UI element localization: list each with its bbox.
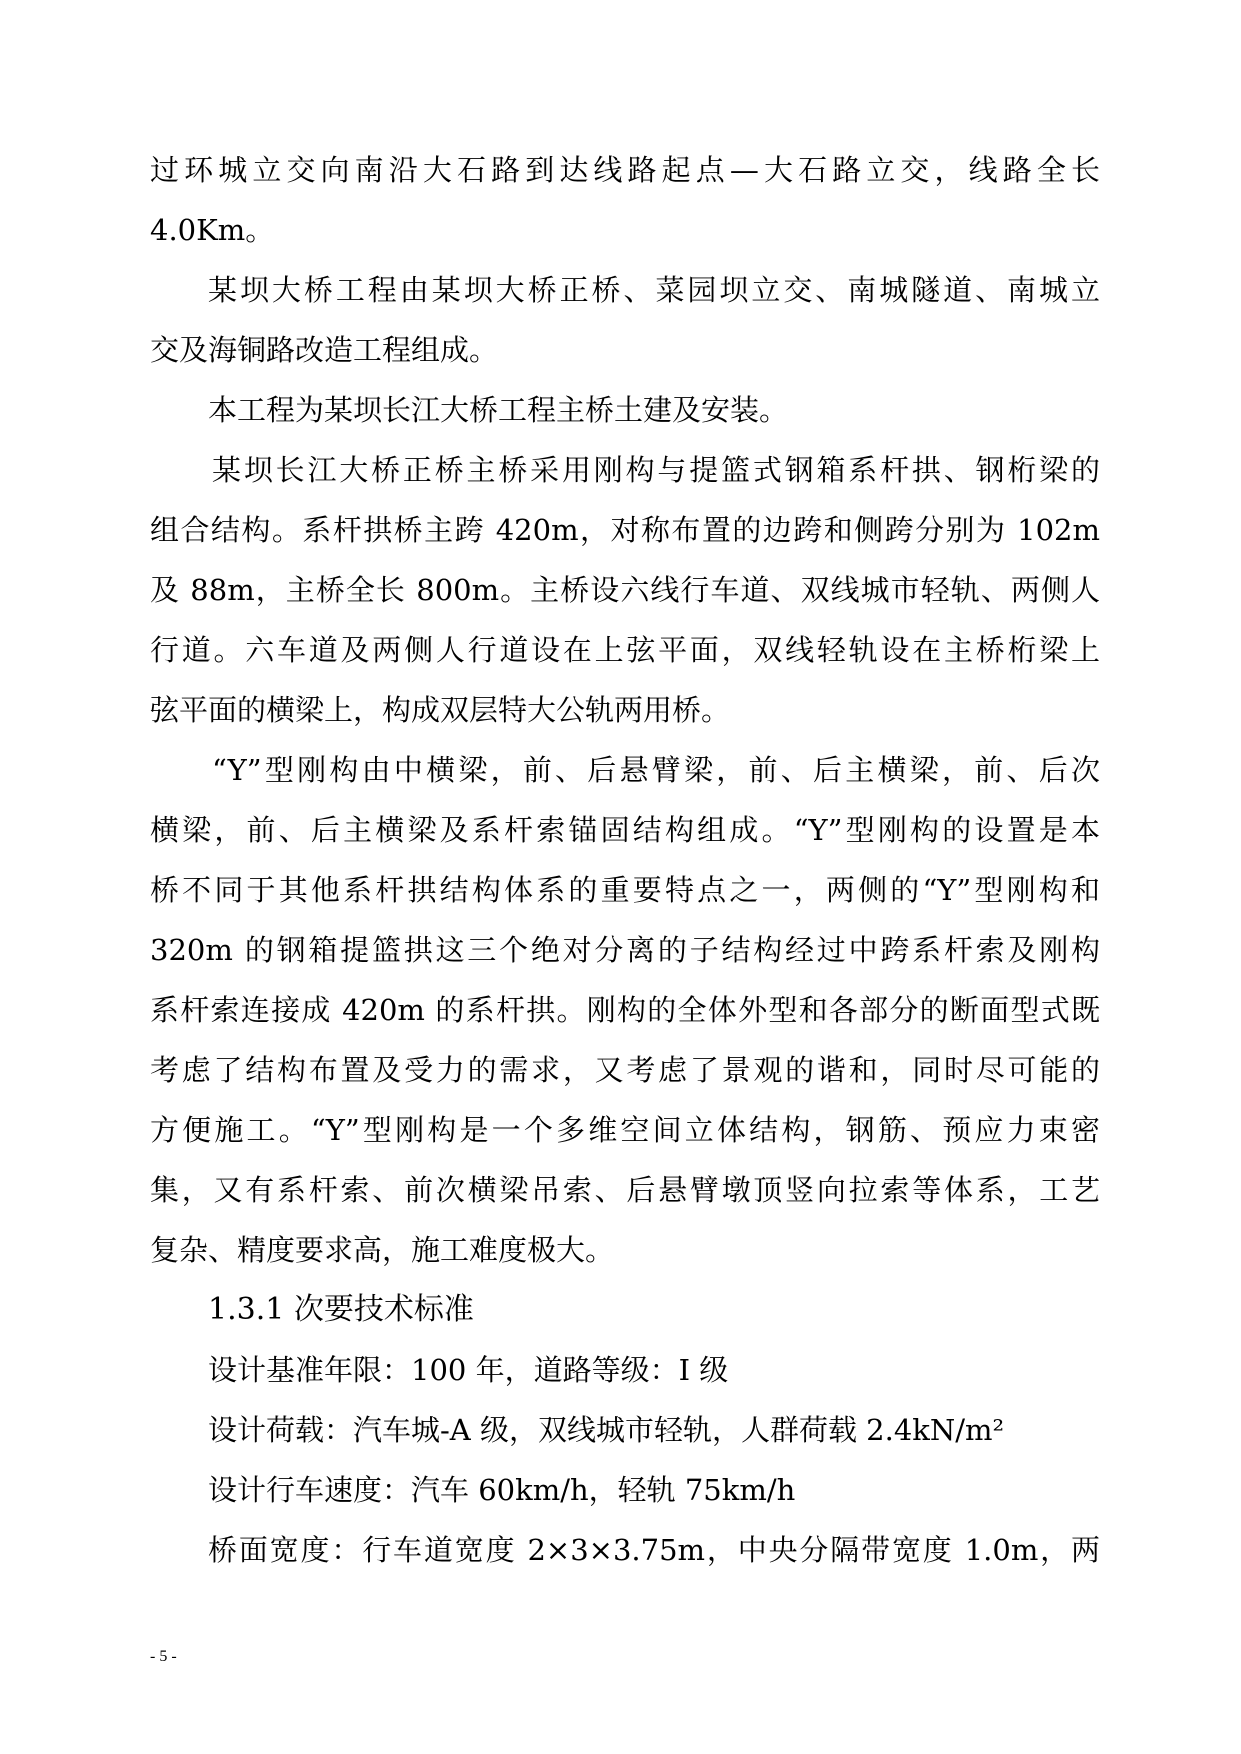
document-body (150, 140, 1100, 1580)
paragraph-line: 系杆索连接成 420m 的系杆拱。刚构的全体外型和各部分的断面型式既 (150, 993, 1100, 1027)
paragraph-line: 某坝大桥工程由某坝大桥正桥、菜园坝立交、南城隧道、南城立 (208, 273, 1100, 307)
paragraph-line: 4.0Km。 (150, 213, 275, 247)
paragraph-line: 方便施工。“Y”型刚构是一个多维空间立体结构，钢筋、预应力束密 (150, 1113, 1100, 1147)
spec-line: 设计荷载：汽车城-A 级，双线城市轻轨，人群荷载 2.4kN/m² (208, 1413, 1005, 1447)
paragraph-line: 行道。六车道及两侧人行道设在上弦平面，双线轻轨设在主桥桁梁上 (150, 633, 1100, 667)
spec-line: 设计基准年限：100 年，道路等级：I 级 (208, 1353, 729, 1387)
section-heading: 1.3.1 次要技术标准 (208, 1292, 474, 1327)
paragraph-line: 复杂、精度要求高，施工难度极大。 (150, 1233, 615, 1267)
paragraph-line: 交及海铜路改造工程组成。 (150, 333, 499, 367)
paragraph-line: 320m 的钢箱提篮拱这三个绝对分离的子结构经过中跨系杆索及刚构 (150, 933, 1100, 967)
paragraph-line: “Y”型刚构由中横梁，前、后悬臂梁，前、后主横梁，前、后次 (212, 753, 1100, 787)
paragraph-line: 桥不同于其他系杆拱结构体系的重要特点之一，两侧的“Y”型刚构和 (150, 873, 1100, 907)
paragraph-line: 过环城立交向南沿大石路到达线路起点—大石路立交，线路全长 (150, 153, 1100, 187)
spec-line: 设计行车速度：汽车 60km/h，轻轨 75km/h (208, 1473, 796, 1507)
paragraph-line: 本工程为某坝长江大桥工程主桥土建及安装。 (208, 393, 789, 427)
paragraph-line: 弦平面的横梁上，构成双层特大公轨两用桥。 (150, 693, 731, 727)
spec-line: 桥面宽度：行车道宽度 2×3×3.75m，中央分隔带宽度 1.0m，两 (208, 1533, 1100, 1567)
paragraph-line: 组合结构。系杆拱桥主跨 420m，对称布置的边跨和侧跨分别为 102m (150, 513, 1100, 547)
page-number: - 5 - (150, 1648, 177, 1665)
paragraph-line: 及 88m，主桥全长 800m。主桥设六线行车道、双线城市轻轨、两侧人 (150, 573, 1100, 607)
paragraph-line: 某坝长江大桥正桥主桥采用刚构与提篮式钢箱系杆拱、钢桁梁的 (212, 453, 1100, 487)
paragraph-line: 考虑了结构布置及受力的需求，又考虑了景观的谐和，同时尽可能的 (150, 1053, 1100, 1087)
paragraph-line: 横梁，前、后主横梁及系杆索锚固结构组成。“Y”型刚构的设置是本 (150, 813, 1100, 847)
paragraph-line: 集，又有系杆索、前次横梁吊索、后悬臂墩顶竖向拉索等体系，工艺 (150, 1173, 1100, 1207)
